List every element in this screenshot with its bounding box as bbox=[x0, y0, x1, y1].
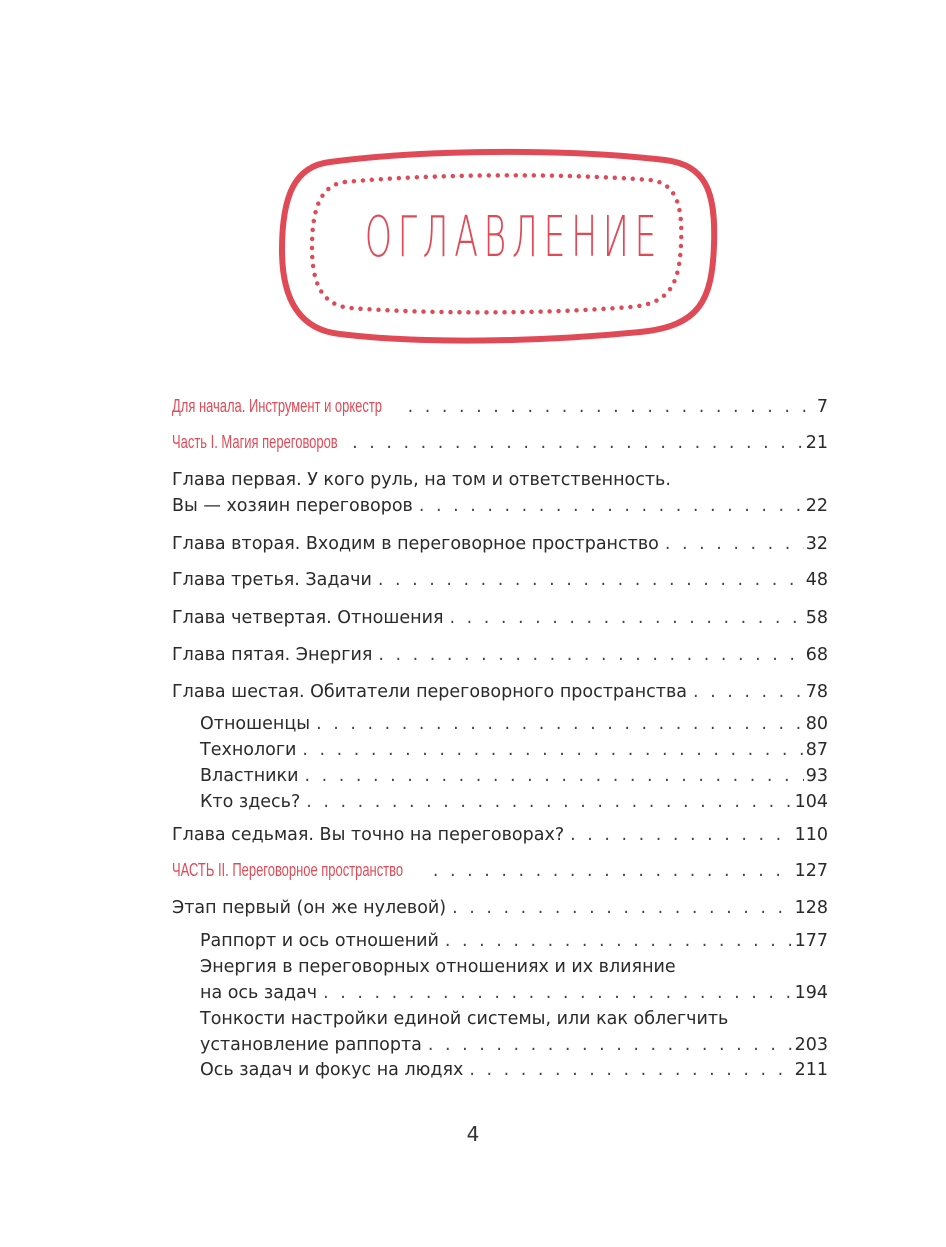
toc-entry-ch3[interactable] bbox=[172, 569, 828, 591]
toc-entry-page: 7 bbox=[816, 397, 828, 417]
toc-entry-title: Этап первый (он же нулевой) bbox=[172, 898, 447, 918]
toc-entry-s1-3-line1[interactable]: Тонкости настройки единой системы, или как облегчить bbox=[200, 1009, 729, 1029]
leader-dots bbox=[428, 1034, 793, 1056]
toc-entry-ch2[interactable] bbox=[172, 533, 828, 555]
toc-entry-part1[interactable] bbox=[172, 431, 828, 454]
leader-dots bbox=[305, 765, 804, 787]
toc-entry-ch6-1[interactable] bbox=[200, 713, 828, 735]
leader-dots bbox=[408, 396, 815, 418]
leader-dots bbox=[445, 930, 793, 952]
toc-entry-page: 58 bbox=[805, 608, 828, 628]
toc-entry-ch5[interactable] bbox=[172, 644, 828, 666]
toc-entry-title: Вы — хозяин переговоров bbox=[172, 496, 413, 516]
toc-entry-title: Глава вторая. Входим в переговорное пространство bbox=[172, 534, 659, 554]
toc-entry-ch6-2[interactable] bbox=[200, 739, 828, 761]
toc-entry-page: 194 bbox=[794, 983, 828, 1003]
toc-entry-page: 68 bbox=[805, 645, 828, 665]
toc-entry-page: 211 bbox=[794, 1060, 828, 1080]
toc-entry-ch7[interactable] bbox=[172, 824, 828, 846]
toc-entry-s1-1[interactable] bbox=[200, 930, 828, 952]
toc-entry-page: 48 bbox=[805, 570, 828, 590]
toc-entry-title: Глава шестая. Обитатели переговорного пространства bbox=[172, 682, 688, 702]
leader-dots bbox=[302, 739, 803, 761]
toc-entry-title: Глава четвертая. Отношения bbox=[172, 608, 444, 628]
toc-entry-title: установление раппорта bbox=[200, 1035, 422, 1055]
leader-dots bbox=[570, 824, 792, 846]
toc-entry-page: 87 bbox=[805, 740, 828, 760]
leader-dots bbox=[378, 569, 804, 591]
toc-entry-page: 110 bbox=[794, 825, 828, 845]
toc-entry-page: 128 bbox=[794, 898, 828, 918]
toc-entry-page: 203 bbox=[794, 1035, 828, 1055]
page-number: 4 bbox=[466, 1122, 480, 1146]
toc-entry-title: Властники bbox=[200, 766, 299, 786]
toc-entry-page: 32 bbox=[805, 534, 828, 554]
toc-entry-title: Раппорт и ось отношений bbox=[200, 931, 439, 951]
leader-dots bbox=[693, 681, 804, 703]
toc-entry-s1-2[interactable] bbox=[200, 982, 828, 1004]
leader-dots bbox=[452, 897, 792, 919]
toc-entry-ch4[interactable] bbox=[172, 607, 828, 629]
toc-entry-title: Кто здесь? bbox=[200, 792, 301, 812]
title-frame bbox=[0, 0, 946, 400]
toc-entry-title: Для начала. Инструмент и оркестр bbox=[172, 396, 382, 416]
leader-dots bbox=[378, 644, 803, 666]
toc-entry-intro[interactable] bbox=[172, 395, 828, 418]
toc-entry-title: Глава седьмая. Вы точно на переговорах? bbox=[172, 825, 565, 845]
toc-entry-title: Глава пятая. Энергия bbox=[172, 645, 373, 665]
toc-entry-ch6-3[interactable] bbox=[200, 765, 828, 787]
toc-entry-page: 21 bbox=[805, 433, 828, 453]
leader-dots bbox=[419, 495, 804, 517]
toc-entry-ch6-4[interactable] bbox=[200, 791, 828, 813]
toc-entry-page: 127 bbox=[794, 861, 828, 881]
toc-entry-ch1-line1[interactable]: Глава первая. У кого руль, на том и ответственность. bbox=[172, 470, 671, 490]
toc-entry-s1-3[interactable] bbox=[200, 1034, 828, 1056]
toc-entry-page: 104 bbox=[794, 792, 828, 812]
toc-entry-title: Отношенцы bbox=[200, 714, 311, 734]
toc-entry-page: 22 bbox=[805, 496, 828, 516]
toc-entry-title: на ось задач bbox=[200, 983, 318, 1003]
leader-dots bbox=[352, 432, 804, 454]
toc-entry-s1-4[interactable] bbox=[200, 1059, 828, 1081]
leader-dots bbox=[449, 607, 803, 629]
toc-entry-s1-2-line1[interactable]: Энергия в переговорных отношениях и их влияние bbox=[200, 957, 676, 977]
toc-entry-stage1[interactable] bbox=[172, 897, 828, 919]
toc-entry-page: 177 bbox=[794, 931, 828, 951]
leader-dots bbox=[306, 791, 792, 813]
toc-entry-ch1[interactable] bbox=[172, 495, 828, 517]
toc-entry-page: 80 bbox=[805, 714, 828, 734]
toc-entry-title: Глава третья. Задачи bbox=[172, 570, 372, 590]
toc-entry-title: ЧАСТЬ II. Переговорное пространство bbox=[172, 860, 404, 880]
toc-entry-page: 93 bbox=[805, 766, 828, 786]
toc-entry-title: Ось задач и фокус на людях bbox=[200, 1060, 464, 1080]
leader-dots bbox=[665, 533, 804, 555]
leader-dots bbox=[316, 713, 804, 735]
toc-entry-part2[interactable] bbox=[172, 859, 828, 882]
leader-dots bbox=[323, 982, 792, 1004]
toc-entry-title: Технологи bbox=[200, 740, 297, 760]
toc-entry-page: 78 bbox=[805, 682, 828, 702]
toc-entry-title: Часть I. Магия переговоров bbox=[172, 432, 338, 452]
leader-dots bbox=[469, 1059, 792, 1081]
toc-entry-ch6[interactable] bbox=[172, 681, 828, 703]
leader-dots bbox=[433, 860, 793, 882]
toc-heading: ОГЛАВЛЕНИЕ bbox=[364, 205, 663, 270]
